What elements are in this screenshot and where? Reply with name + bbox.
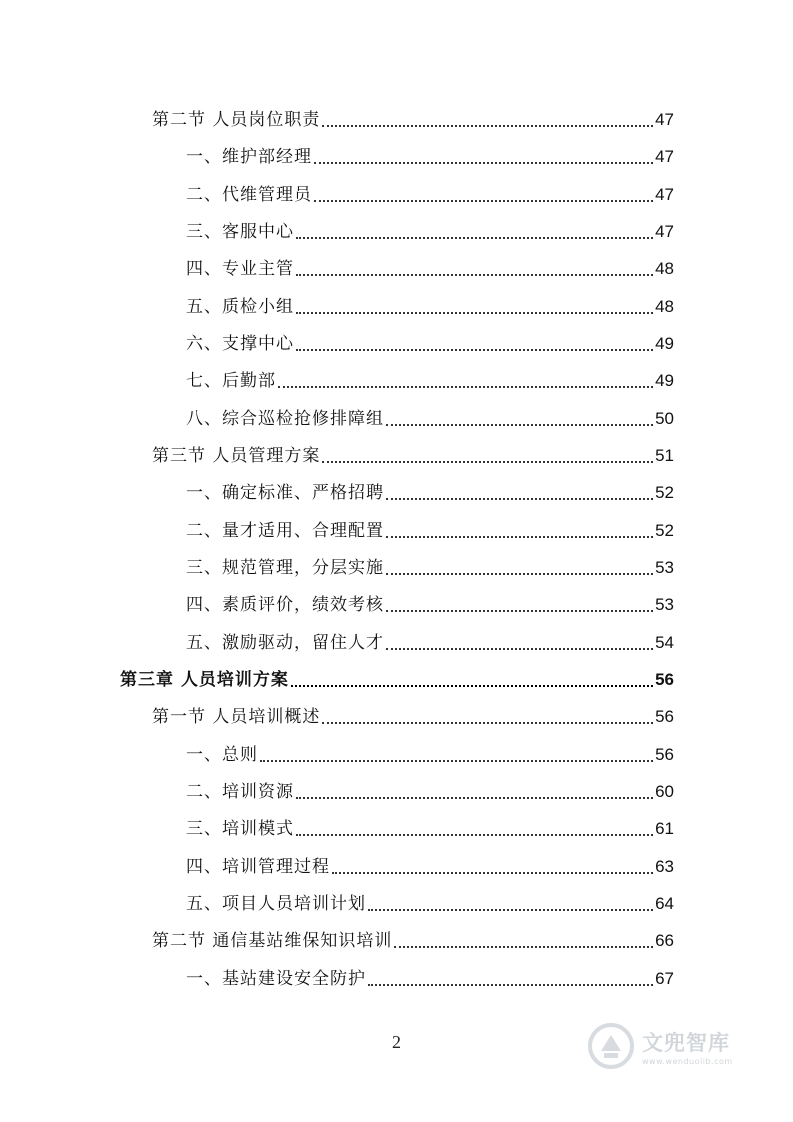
toc-entry[interactable] [186,254,674,280]
toc-entry-page: 49 [655,371,674,390]
toc-entry-label: 第三节 人员管理方案 [152,446,321,466]
toc-entry-label: 二、代维管理员 [186,185,312,205]
toc-dot-leader [394,946,653,948]
toc-entry[interactable] [152,441,674,467]
toc-entry-page: 56 [655,745,674,764]
toc-entry[interactable] [186,889,674,915]
toc-entry-label: 一、总则 [186,745,258,765]
toc-entry-label: 五、激励驱动，留住人才 [186,633,384,653]
toc-entry-page: 48 [655,259,674,278]
toc-entry[interactable] [152,702,674,728]
toc-entry-label: 第二节 通信基站维保知识培训 [152,931,393,951]
toc-dot-leader [296,797,653,799]
toc-dot-leader [386,536,653,538]
wenduo-logo-icon [586,1021,636,1071]
toc-entry-label: 二、培训资源 [186,782,294,802]
toc-entry-label: 五、质检小组 [186,297,294,317]
toc-entry-page: 50 [655,409,674,428]
toc-entry[interactable] [186,553,674,579]
toc-entry-page: 54 [655,633,674,652]
toc-dot-leader [278,386,653,388]
watermark-url: www.wenduolib.com [642,1056,733,1066]
toc-entry[interactable] [152,105,674,131]
toc-entry-label: 三、培训模式 [186,819,294,839]
toc-entry-label: 四、专业主管 [186,259,294,279]
toc-entry[interactable] [186,217,674,243]
toc-dot-leader [368,909,653,911]
toc-entry[interactable] [186,180,674,206]
toc-entry[interactable] [186,516,674,542]
toc-entry-page: 47 [655,185,674,204]
toc-dot-leader [296,312,653,314]
toc-entry[interactable] [186,404,674,430]
toc-dot-leader [386,610,653,612]
toc-entry-page: 61 [655,819,674,838]
toc-dot-leader [296,237,653,239]
toc-entry-page: 49 [655,334,674,353]
toc-dot-leader [260,760,653,762]
toc-entry-label: 一、维护部经理 [186,147,312,167]
toc-dot-leader [386,498,653,500]
toc-entry[interactable] [186,777,674,803]
toc-dot-leader [386,424,653,426]
toc-dot-leader [314,200,653,202]
toc-entry-page: 56 [655,707,674,726]
toc-dot-leader [332,872,653,874]
watermark [586,1018,786,1074]
toc-dot-leader [322,461,653,463]
toc-entry-page: 64 [655,894,674,913]
toc-entry-page: 53 [655,595,674,614]
toc-entry-page: 48 [655,297,674,316]
toc-entry[interactable] [186,814,674,840]
toc-entry[interactable] [186,329,674,355]
toc-entry-page: 52 [655,483,674,502]
toc-entry-page: 53 [655,558,674,577]
toc-entry[interactable] [186,478,674,504]
toc-entry[interactable] [186,142,674,168]
toc-entry[interactable] [186,628,674,654]
toc-entry-label: 一、确定标准、严格招聘 [186,483,384,503]
toc-entry-label: 八、综合巡检抢修排障组 [186,409,384,429]
toc-entry-label: 六、支撑中心 [186,334,294,354]
toc-entry[interactable] [186,740,674,766]
toc-entry-page: 56 [655,670,674,689]
toc-entry[interactable] [186,292,674,318]
toc-dot-leader [296,834,653,836]
toc-chapter-entry[interactable] [120,665,674,691]
toc-entry[interactable] [186,852,674,878]
watermark-title: 文兜智库 [642,1030,730,1055]
toc-entry-label: 五、项目人员培训计划 [186,894,366,914]
toc-entry-page: 47 [655,222,674,241]
toc-entry-page: 52 [655,521,674,540]
toc-entry-label: 七、后勤部 [186,371,276,391]
toc-entry-label: 第三章 人员培训方案 [120,670,289,690]
toc-entry-label: 二、量才适用、合理配置 [186,521,384,541]
toc-entry[interactable] [186,964,674,990]
toc-entry-page: 60 [655,782,674,801]
toc-entry-page: 67 [655,969,674,988]
toc-dot-leader [386,648,653,650]
toc-entry-page: 51 [655,446,674,465]
toc-dot-leader [314,162,653,164]
toc-entry[interactable] [186,590,674,616]
toc-entry-page: 47 [655,110,674,129]
toc-entry-page: 66 [655,931,674,950]
toc-entry-page: 47 [655,147,674,166]
toc-entry-label: 四、素质评价，绩效考核 [186,595,384,615]
toc-dot-leader [368,984,653,986]
toc-entry-page: 63 [655,857,674,876]
toc-entry-label: 第一节 人员培训概述 [152,707,321,727]
toc-entry-label: 四、培训管理过程 [186,857,330,877]
toc-dot-leader [296,349,653,351]
toc-entry-label: 三、客服中心 [186,222,294,242]
toc-dot-leader [386,573,653,575]
toc-entry[interactable] [186,366,674,392]
toc-dot-leader [291,685,653,687]
toc-entry-label: 一、基站建设安全防护 [186,969,366,989]
toc-entry-label: 第二节 人员岗位职责 [152,110,321,130]
toc-dot-leader [296,274,653,276]
toc-dot-leader [322,722,653,724]
toc-entry-label: 三、规范管理，分层实施 [186,558,384,578]
toc-dot-leader [322,125,653,127]
page-number: 2 [392,1032,401,1052]
toc-entry[interactable] [152,926,674,952]
